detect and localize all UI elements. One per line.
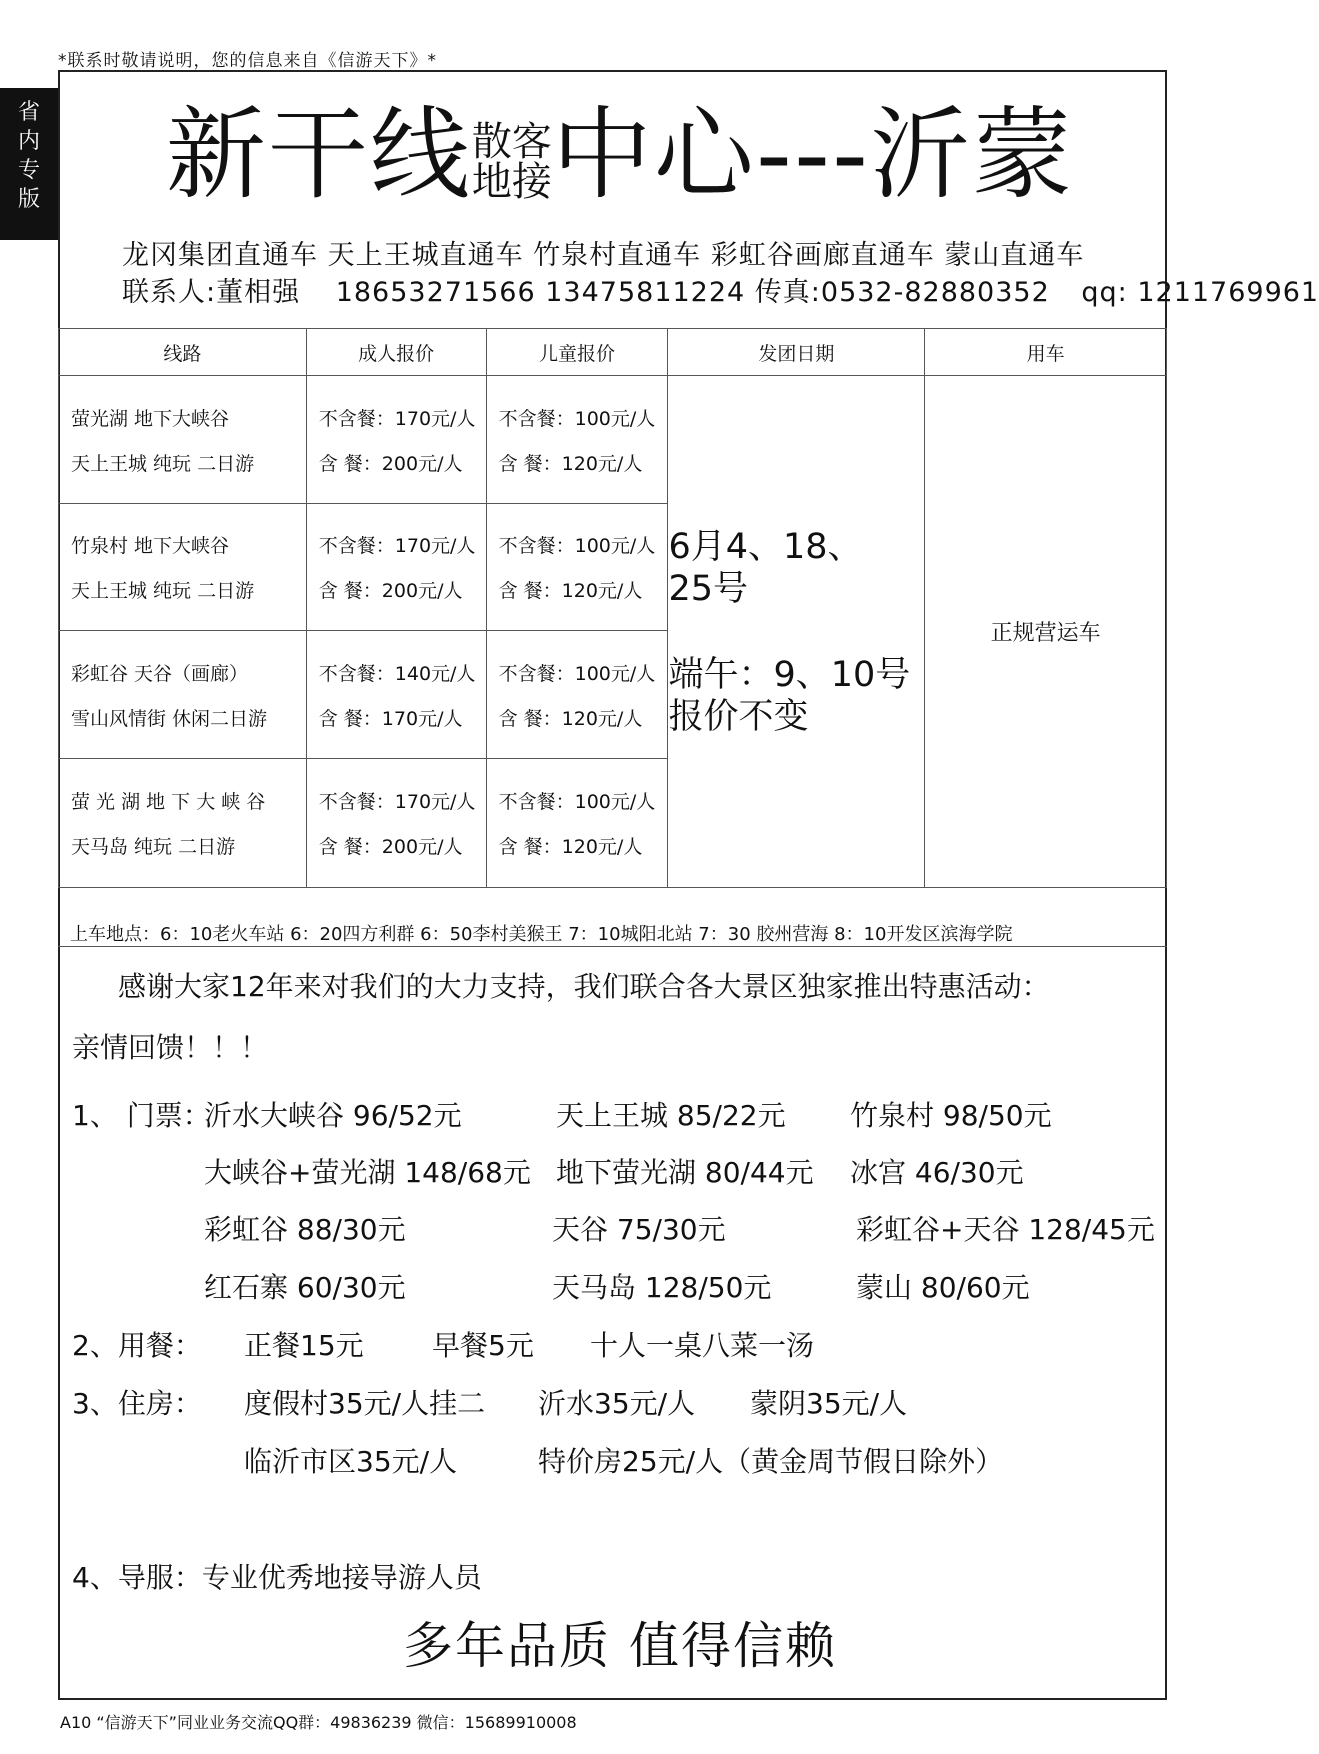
side-tab-char: 省 [17, 100, 40, 125]
thanks-text: 亲情回馈！！！ [72, 1031, 269, 1064]
child-price: 不含餐：100元/人 [498, 407, 656, 430]
slogan: 多年品质 值得信赖 [403, 1617, 837, 1675]
ticket-item: 天马岛 128/50元 [552, 1271, 772, 1304]
ticket-item: 天上王城 85/22元 [556, 1099, 786, 1132]
lodging-item: 蒙阴35元/人 [750, 1387, 908, 1420]
table-row [59, 376, 1167, 504]
side-tab-char: 专 [17, 158, 40, 183]
dates-line: 端午：9、10号 [668, 654, 911, 695]
pickup-points: 上车地点：6：10老火车站 6：20四方利群 6：50李村美猴王 7：10城阳北站 7：30 胶州营海 8：10开发区滨海学院 [70, 924, 1013, 945]
lodging-item: 特价房25元/人（黄金周节假日除外） [538, 1445, 1004, 1478]
contact-line [122, 270, 1319, 309]
adult-price: 含 餐：200元/人 [318, 452, 463, 475]
lodging-label: 3、住房： [72, 1387, 202, 1420]
child-price: 含 餐：120元/人 [498, 836, 643, 858]
page-title [0, 95, 1240, 215]
adult-price: 不含餐：170元/人 [318, 791, 476, 813]
tickets-label: 1、 门票： [72, 1099, 211, 1132]
adult-price: 含 餐：200元/人 [318, 580, 463, 602]
meal-item: 早餐5元 [432, 1329, 534, 1362]
top-note: *联系时敬请说明，您的信息来自《信游天下》* [58, 51, 437, 71]
adult-price: 不含餐：170元/人 [318, 535, 476, 557]
meal-item: 十人一桌八菜一汤 [590, 1329, 815, 1362]
route-text: 天上王城 纯玩 二日游 [71, 580, 255, 602]
child-price: 不含餐：100元/人 [498, 662, 656, 685]
route-text: 雪山风情街 休闲二日游 [71, 707, 268, 730]
title-small-top: 散客 [471, 118, 552, 165]
dates-line: 6月4、18、 [668, 526, 863, 567]
dates-line: 报价不变 [668, 696, 809, 737]
footer: A10 “信游天下”同业业务交流QQ群：49836239 微信：15689910008 [60, 1713, 577, 1732]
route-text: 天上王城 纯玩 二日游 [71, 452, 255, 475]
guide-service: 4、导服：专业优秀地接导游人员 [72, 1561, 482, 1594]
ticket-item: 彩虹谷 88/30元 [204, 1213, 406, 1246]
side-tab-char: 版 [17, 187, 40, 212]
bus-type: 正规营运车 [925, 376, 1167, 888]
child-price: 含 餐：120元/人 [498, 452, 643, 475]
lodging-item: 临沂市区35元/人 [244, 1445, 458, 1478]
col-header: 线路 [59, 329, 307, 376]
lodging-item: 度假村35元/人挂二 [244, 1387, 486, 1420]
ticket-item: 蒙山 80/60元 [856, 1271, 1030, 1304]
child-price: 不含餐：100元/人 [498, 535, 656, 557]
route-text: 竹泉村 地下大峡谷 [71, 535, 230, 557]
col-header: 用车 [925, 329, 1167, 376]
col-header: 儿童报价 [486, 329, 668, 376]
adult-price: 含 餐：170元/人 [318, 707, 463, 730]
ticket-item: 彩虹谷+天谷 128/45元 [856, 1213, 1155, 1246]
ticket-item: 地下萤光湖 80/44元 [556, 1156, 814, 1189]
ticket-item: 冰宫 46/30元 [850, 1156, 1024, 1189]
ticket-item: 竹泉村 98/50元 [850, 1099, 1052, 1132]
title-main: 新干线 [165, 96, 472, 213]
child-price: 含 餐：120元/人 [498, 580, 643, 602]
ticket-item: 大峡谷+萤光湖 148/68元 [204, 1156, 531, 1189]
ticket-item: 天谷 75/30元 [552, 1213, 726, 1246]
divider [58, 946, 1167, 947]
dates-line: 25号 [668, 568, 748, 609]
meals-label: 2、用餐： [72, 1329, 202, 1362]
ticket-item: 红石寨 60/30元 [204, 1271, 406, 1304]
adult-price: 不含餐：170元/人 [318, 407, 476, 430]
route-text: 萤 光 湖 地 下 大 峡 谷 [71, 791, 266, 813]
title-tail: 中心---沂蒙 [551, 96, 1075, 213]
departure-dates [668, 376, 925, 888]
meal-item: 正餐15元 [244, 1329, 364, 1362]
ticket-item: 沂水大峡谷 96/52元 [204, 1099, 462, 1132]
table-header-row [59, 329, 1167, 376]
adult-price: 含 餐：200元/人 [318, 836, 463, 858]
route-text: 萤光湖 地下大峡谷 [71, 407, 230, 430]
contact-qq: qq: 1211769961 [1081, 277, 1319, 308]
adult-price: 不含餐：140元/人 [318, 662, 476, 685]
side-tab-char: 内 [17, 129, 40, 154]
contact-phones: 18653271566 13475811224 传真:0532-82880352 [335, 277, 1050, 308]
thanks-text: 感谢大家12年来对我们的大力支持，我们联合各大景区独家推出特惠活动： [118, 970, 1050, 1003]
col-header: 成人报价 [306, 329, 486, 376]
contact-name: 联系人:董相强 [122, 277, 301, 308]
route-text: 天马岛 纯玩 二日游 [71, 836, 236, 858]
route-table [58, 328, 1167, 888]
title-small-bottom: 地接 [471, 158, 552, 205]
routes-line: 龙冈集团直通车 天上王城直通车 竹泉村直通车 彩虹谷画廊直通车 蒙山直通车 [122, 240, 1085, 271]
title-small [471, 118, 552, 205]
lodging-item: 沂水35元/人 [538, 1387, 696, 1420]
child-price: 含 餐：120元/人 [498, 707, 643, 730]
col-header: 发团日期 [668, 329, 925, 376]
child-price: 不含餐：100元/人 [498, 791, 656, 813]
route-text: 彩虹谷 天谷（画廊） [71, 662, 249, 685]
